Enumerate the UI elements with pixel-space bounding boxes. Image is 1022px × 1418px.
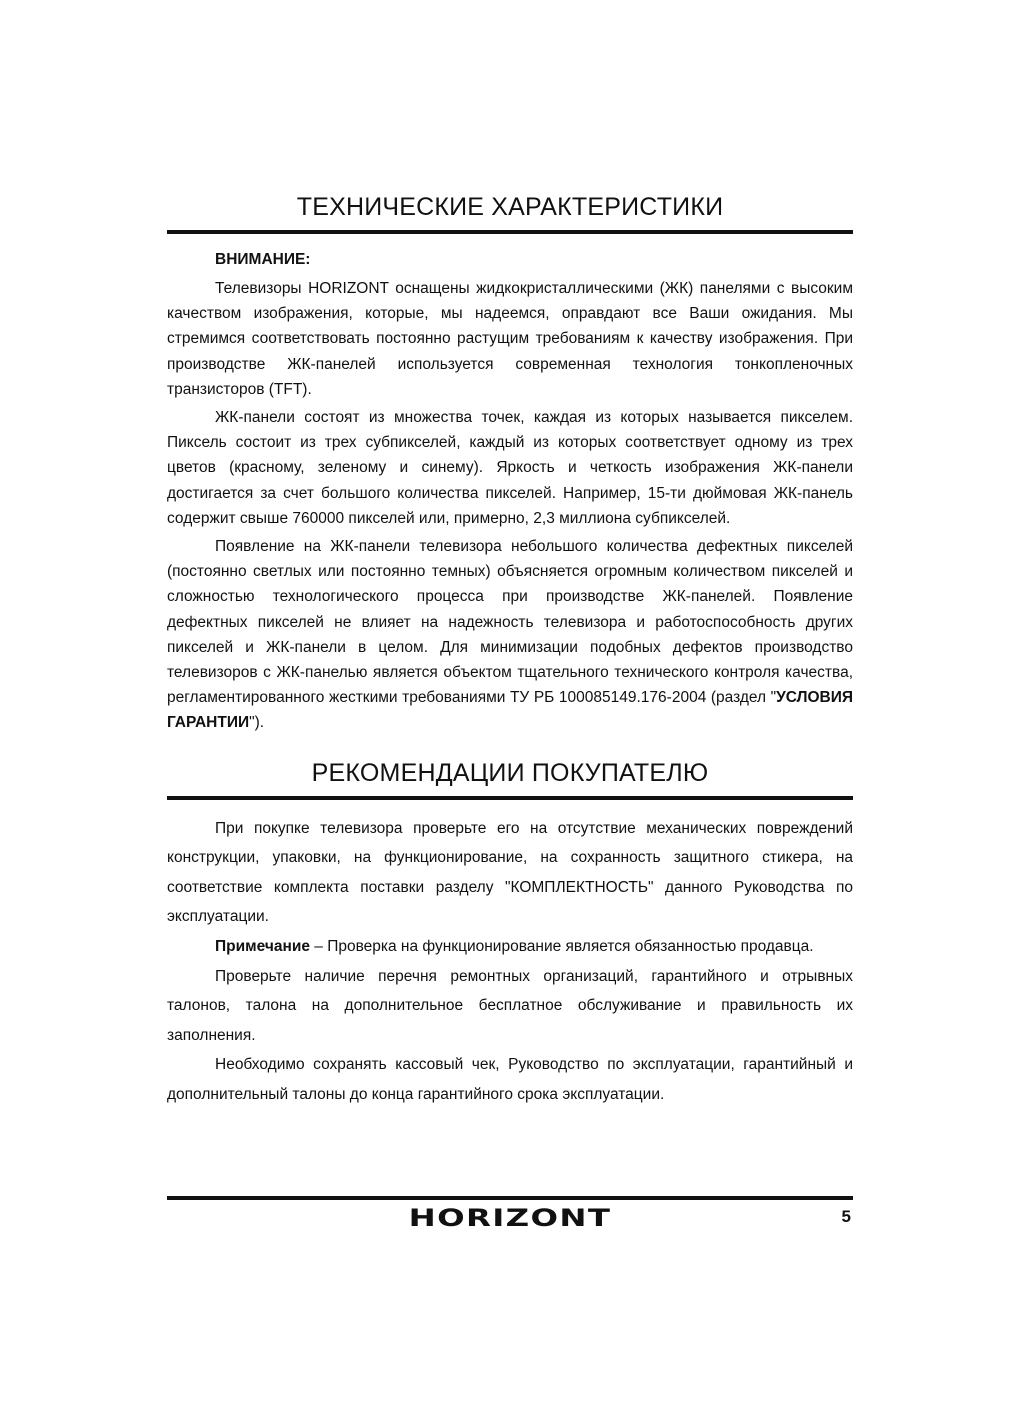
note-label: Примечание bbox=[215, 938, 310, 956]
note-text: – Проверка на функционирование является обязанностью продавца. bbox=[309, 938, 814, 956]
note-paragraph bbox=[167, 932, 853, 962]
paragraph: Проверьте наличие перечня ремонтных организаций, гарантийного и отрывных талонов, талона на дополнительное бесплатное обслуживание и правильность их заполнения. bbox=[167, 967, 853, 1044]
title-divider bbox=[167, 230, 853, 234]
title-divider bbox=[167, 796, 853, 800]
brand-logo: HORIZONT bbox=[408, 1204, 612, 1232]
paragraph: ЖК-панели состоят из множества точек, каждая из которых называется пикселем. Пиксель состоит из трех субпикселей, каждый из которых соответствует одному из трех цветов (красному, зеленому и синему). Яркость и четкость изображения ЖК-панели достигается за счет большого количества пикселей. Например, 15-ти дюймовая ЖК-панель содержит свыше 760000 пикселей или, примерно, 2,3 миллиона субпикселей. bbox=[167, 409, 853, 527]
section-title-recommendations: РЕКОМЕНДАЦИИ ПОКУПАТЕЛЮ bbox=[311, 758, 709, 787]
paragraph bbox=[167, 534, 853, 736]
section-title-specs: ТЕХНИЧЕСКИЕ ХАРАКТЕРИСТИКИ bbox=[296, 193, 724, 221]
page-footer bbox=[167, 1196, 853, 1232]
footer-divider bbox=[167, 1196, 853, 1200]
bold-reference: УСЛОВИЯ ГАРАНТИИ bbox=[167, 689, 853, 732]
paragraph-text-end: "). bbox=[249, 714, 265, 732]
paragraph-text: Появление на ЖК-панели телевизора небольшого количества дефектных пикселей (постоянно светлых или постоянно темных) объясняется огромным количеством пикселей и сложностью технологического процесса при производстве ЖК-панелей. Появление дефектных пикселей не влияет на надежность телевизора и работоспособность других пикселей и ЖК-панели в целом. Для минимизации подобных дефектов производство телевизоров с ЖК-панелью является объектом тщательного технического контроля качества, регламентированного жесткими требованиями ТУ РБ 100085149.176-2004 (раздел " bbox=[167, 538, 853, 707]
paragraph: При покупке телевизора проверьте его на отсутствие механических повреждений конструкции, упаковки, на функционирование, на сохранность защитного стикера, на соответствие комплекта поставки разделу "КОМПЛЕКТНОСТЬ" данного Руководства по эксплуатации. bbox=[167, 819, 853, 926]
page-number: 5 bbox=[841, 1207, 851, 1226]
paragraph: Необходимо сохранять кассовый чек, Руководство по эксплуатации, гарантийный и дополнительный талоны до конца гарантийного срока эксплуатации. bbox=[167, 1056, 853, 1103]
paragraph: Телевизоры HORIZONT оснащены жидкокристаллическими (ЖК) панелями с высоким качеством изображения, которые, мы надеемся, оправдают все Ваши ожидания. Мы стремимся соответствовать постоянно растущим требованиям к качеству изображения. При производстве ЖК-панелей используется современная технология тонкопленочных транзисторов (TFT). bbox=[167, 280, 853, 398]
recommendations-section bbox=[167, 756, 853, 1110]
page-content bbox=[167, 190, 853, 1110]
attention-label: ВНИМАНИЕ: bbox=[215, 251, 311, 268]
